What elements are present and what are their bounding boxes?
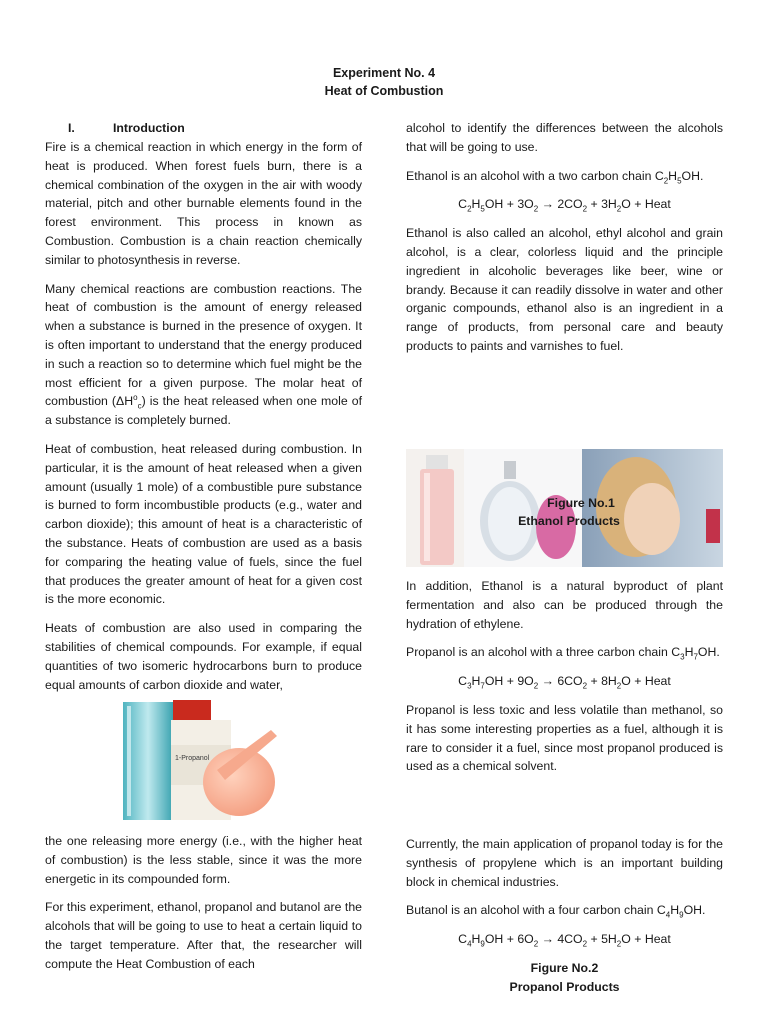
paragraph-propanol-toxicity: Propanol is less toxic and less volatile than methanol, so it has some interesting properties as a fuel, although it is rare to consider it a fuel, since most propanol produced is used as a chemical solvent.	[406, 702, 723, 774]
right-column-bottom	[406, 835, 723, 997]
figure1-caption-line1: Figure No.1	[547, 496, 615, 510]
butanol-equation: $C_4H_9OH + 6O_2 \to 4CO_2 + 5H_2O$ + Heat	[458, 932, 671, 949]
paragraph-experiment: For this experiment, ethanol, propanol and butanol are the alcohols that will be going to use to heat a certain liquid to the target temperature. After that, the researcher will compute the Heat Combustion of each	[45, 900, 362, 971]
right-column-top	[406, 119, 723, 366]
paragraph-ethanol-description: Ethanol is also called an alcohol, ethyl alcohol and grain alcohol, is a clear, colorless liquid and the principle ingredient in alcoholic beverages like beer, wine or brandy. Because it can readily dissolve in water and other organic compounds, ethanol also is an ingredient in a range of products, from personal care and beauty products to paints and varnishes to fuel.	[406, 226, 723, 353]
paragraph-heat-of-combustion: Heat of combustion, heat released during combustion. In particular, it is the amount of heat released when a given amount (usually 1 mole) of a combustible pure substance is burned to form incombustible products (e.g., water and carbon dioxide); this amount of heat is a characteristic of the substance. Heats of combustion are used as a basis for comparing the heating value of fuels, since the fuel that produces the greater amount of heat for a given cost is the more economic.	[45, 441, 362, 607]
paragraph-ethanol-fermentation: In addition, Ethanol is a natural byproduct of plant fermentation and also can be produced through the hydration of ethylene.	[406, 579, 723, 631]
ethanol-intro: Ethanol is an alcohol with a two carbon chain $C_2H_5OH$.	[406, 168, 704, 186]
propanol-products-image	[121, 700, 281, 822]
section-number: I.	[68, 121, 75, 135]
right-column-middle	[406, 577, 723, 786]
paragraph-stabilities: Heats of combustion are also used in comparing the stabilities of chemical compounds. For example, if equal quantities of two isomeric hydrocarbons burn to produce equal amounts of carbon dioxide and water,	[45, 621, 362, 692]
paragraph-combustion-reactions: Many chemical reactions are combustion reactions. The heat of combustion is the amount of energy released when a substance is burned in the presence of oxygen. It is often important to understand that the energy produced in such a reaction so to determine which fuel might be the most efficient for a given purpose. The molar heat of combustion $(\Delta H^o_c)$ is the heat released when one mole of a substance is completely burned.	[45, 281, 362, 428]
figure1-caption-line2: Ethanol Products	[518, 514, 620, 528]
left-column-top	[45, 138, 362, 704]
document-subtitle: Heat of Combustion	[324, 84, 444, 98]
figure2-caption-line2: Propanol Products	[509, 979, 620, 994]
ethanol-equation: $C_2H_5OH + 3O_2 \to 2CO_2 + 3H_2O$ + Heat	[458, 197, 671, 214]
figure2-caption-line1: Figure No.2	[530, 960, 599, 975]
propanol-label-text: 1-Propanol	[175, 755, 210, 762]
propanol-intro: Propanol is an alcohol with a three carbon chain $C_3H_7OH$.	[406, 645, 720, 662]
paragraph-propanol-application: Currently, the main application of propanol today is for the synthesis of propylene which is an important building block in chemical industries.	[406, 837, 723, 889]
ethanol-products-image	[406, 449, 723, 567]
paragraph-alcohol-differences: alcohol to identify the differences between the alcohols that will be going to use.	[406, 121, 723, 154]
document-title: Experiment No. 4	[332, 66, 436, 80]
butanol-intro: Butanol is an alcohol with a four carbon chain $C_4H_9OH$.	[406, 903, 706, 920]
propanol-equation: $C_3H_7OH + 9O_2 \to 6CO_2 + 8H_2O$ + Heat	[458, 674, 671, 691]
paragraph-energy-release: the one releasing more energy (i.e., with the higher heat of combustion) is the less stable, since it was the more energetic in its compounded form.	[45, 834, 362, 886]
left-column-bottom	[45, 832, 362, 984]
paragraph-fire: Fire is a chemical reaction in which energy in the form of heat is produced. When forest fuels burn, there is a chemical combination of the oxygen in the air with woody material, pitch and other burnable elements found in the forest environment. This process in known as Combustion. Combustion is a chain reaction chemically similar to photosynthesis in reverse.	[45, 140, 362, 267]
section-heading: Introduction	[113, 121, 185, 135]
